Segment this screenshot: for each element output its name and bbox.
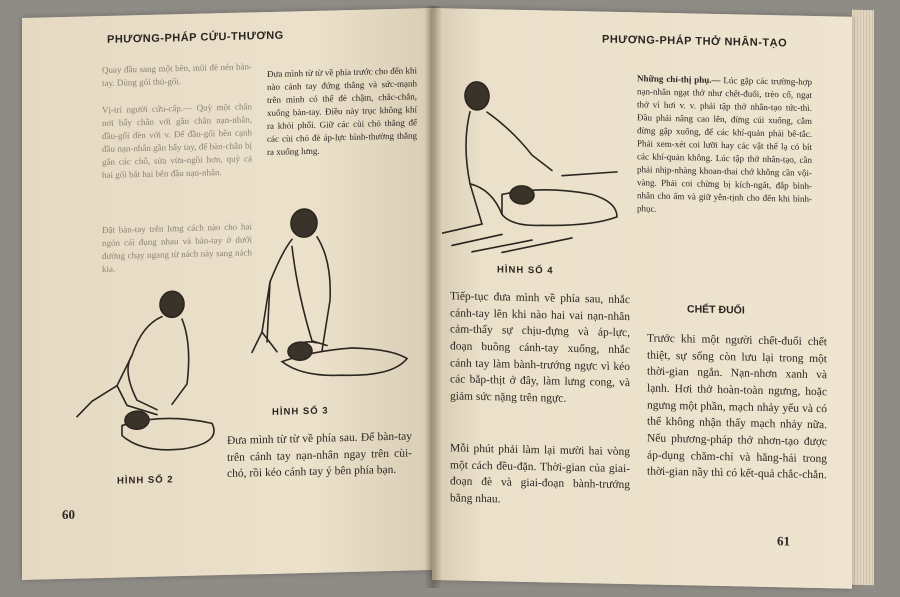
right-running-head: PHƯƠNG-PHÁP THỞ NHÂN-TẠO: [602, 33, 788, 50]
figure-3-caption: HÌNH SỐ 3: [272, 405, 329, 418]
rescuer-lifting-illustration: [442, 73, 622, 257]
figure-4-caption: HÌNH SỐ 4: [497, 264, 554, 277]
left-col1-paragraph-3: Đặt bàn-tay trên lưng cách nào cho hai ngón cái đụng nhau và bàn-tay ở dưới đường chạy ngang từ nách này sang nách kia.: [102, 221, 252, 275]
indications-title: Những chỉ-thị phụ.—: [637, 73, 721, 86]
left-col1-paragraph-1: Quay đầu sang một bên, mũi đè nén bàn-tay. Dùng gói thủ-gối.: [102, 61, 252, 89]
figure-2-illustration: [62, 283, 232, 467]
right-page: [432, 8, 852, 589]
figure-2-caption: HÌNH SỐ 2: [117, 474, 174, 487]
right-page-number: 61: [777, 533, 790, 549]
right-left-paragraph-2: Mỗi phút phải làm lại mười hai vòng một cách đều-đặn. Thời-gian của giai-đoạn đè và giai-đoạn bành-trướng bằng nhau.: [450, 442, 630, 506]
drowning-paragraph: Trước khi một người chết-đuối chết thiệt, sự sống còn lưu lại trong một thời-gian ngắn. Nạn-nhơn xanh và lạnh. Hơi thở hoàn-toàn ngưng, hoặc ngưng một phần, mạch nhảy yếu và có thể không nhận thấy mạch nhảy nữa. Nếu phương-pháp thở nhơn-tạo được áp-dụng chăm-chỉ và hăng-hái trong thời-gian nầy thì có kết-quả chắc-chắn.: [647, 332, 827, 482]
figure-3-illustration: [222, 198, 412, 383]
book-gutter: [424, 6, 442, 588]
indications-paragraph: [637, 72, 812, 219]
left-col2-paragraph-1: Đưa mình từ từ về phía trước cho đến khi nào cánh tay đứng thẳng và sức-mạnh trên mình có thể đè chậm, chắc-chắn, xuống bàn-tay. Điều này trục không khí ra khỏi phổi. Giữ các cùi chỏ thẳng để các cùi chỏ đè áp-lực bình-thường thẳng ra xuống lưng.: [267, 65, 417, 158]
rescuer-kneeling-illustration: [62, 283, 232, 467]
page-edges: [852, 10, 874, 585]
left-running-head: PHƯƠNG-PHÁP CỨU-THƯƠNG: [107, 29, 284, 46]
left-col1-paragraph-2: Vị-trí người cứu-cấp.— Quỳ một chân nơi bẩy chân với gần chân nạn-nhân, đầu-gối đèn với v. Để đầu-gối bên cạnh đầu nạn-nhân gần bẩy tay, để bàn-chân bị gân các chỗ, sửa vừa-ngồi hơn, quỳ cả hai gối bắt hai bên đầu nạn-nhân.: [102, 101, 252, 181]
left-page-number: 60: [62, 506, 75, 523]
figure-4-illustration: [442, 73, 622, 257]
left-col2-paragraph-2: Đưa mình từ từ về phía sau. Để bàn-tay trên cánh tay nạn-nhân ngay trên cùi-chỏ, rồi kéo cánh tay ý bên phía bạn.: [227, 430, 412, 481]
right-left-paragraph-1: Tiếp-tục đưa mình về phía sau, nhắc cánh-tay lên khi nào hai vai nạn-nhân cảm-thấy sự chịu-đựng và áp-lực, đoạn buông cánh-tay xuống, nhắc cánh tay làm bành-trướng ngực vì kéo các bắp-thịt ở đây, làm lưng cong, và giảm sức nặng trên ngực.: [450, 290, 630, 405]
drowning-heading: CHẾT ĐUỐI: [687, 303, 745, 317]
rescuer-pressing-illustration: [222, 198, 412, 383]
left-page: [22, 8, 432, 580]
indications-text: Lúc gặp các trường-hợp nạn-nhân ngạt thở như chết-đuối, trèo cổ, ngạt thở vì hơi v. v. phải tập thở nhân-tạo tức-thì. Đầu phải nâng cao lên, đừng cúi xuống, cằm đừng gập xuống, để các khí-quản phải bế-tắc. Phải xem-xét coi lưỡi hay các vật thể lạ có bít các khí-quản không. Lúc tập thở nhân-tạo, cần phải nhịp-nhàng khoan-thai chớ không cần vội-vàng. Phải coi chừng bị kích-ngất, đắp bình-nhân cho ấm và giữ yên-tịnh cho đến khi bình-phục.: [637, 75, 812, 215]
